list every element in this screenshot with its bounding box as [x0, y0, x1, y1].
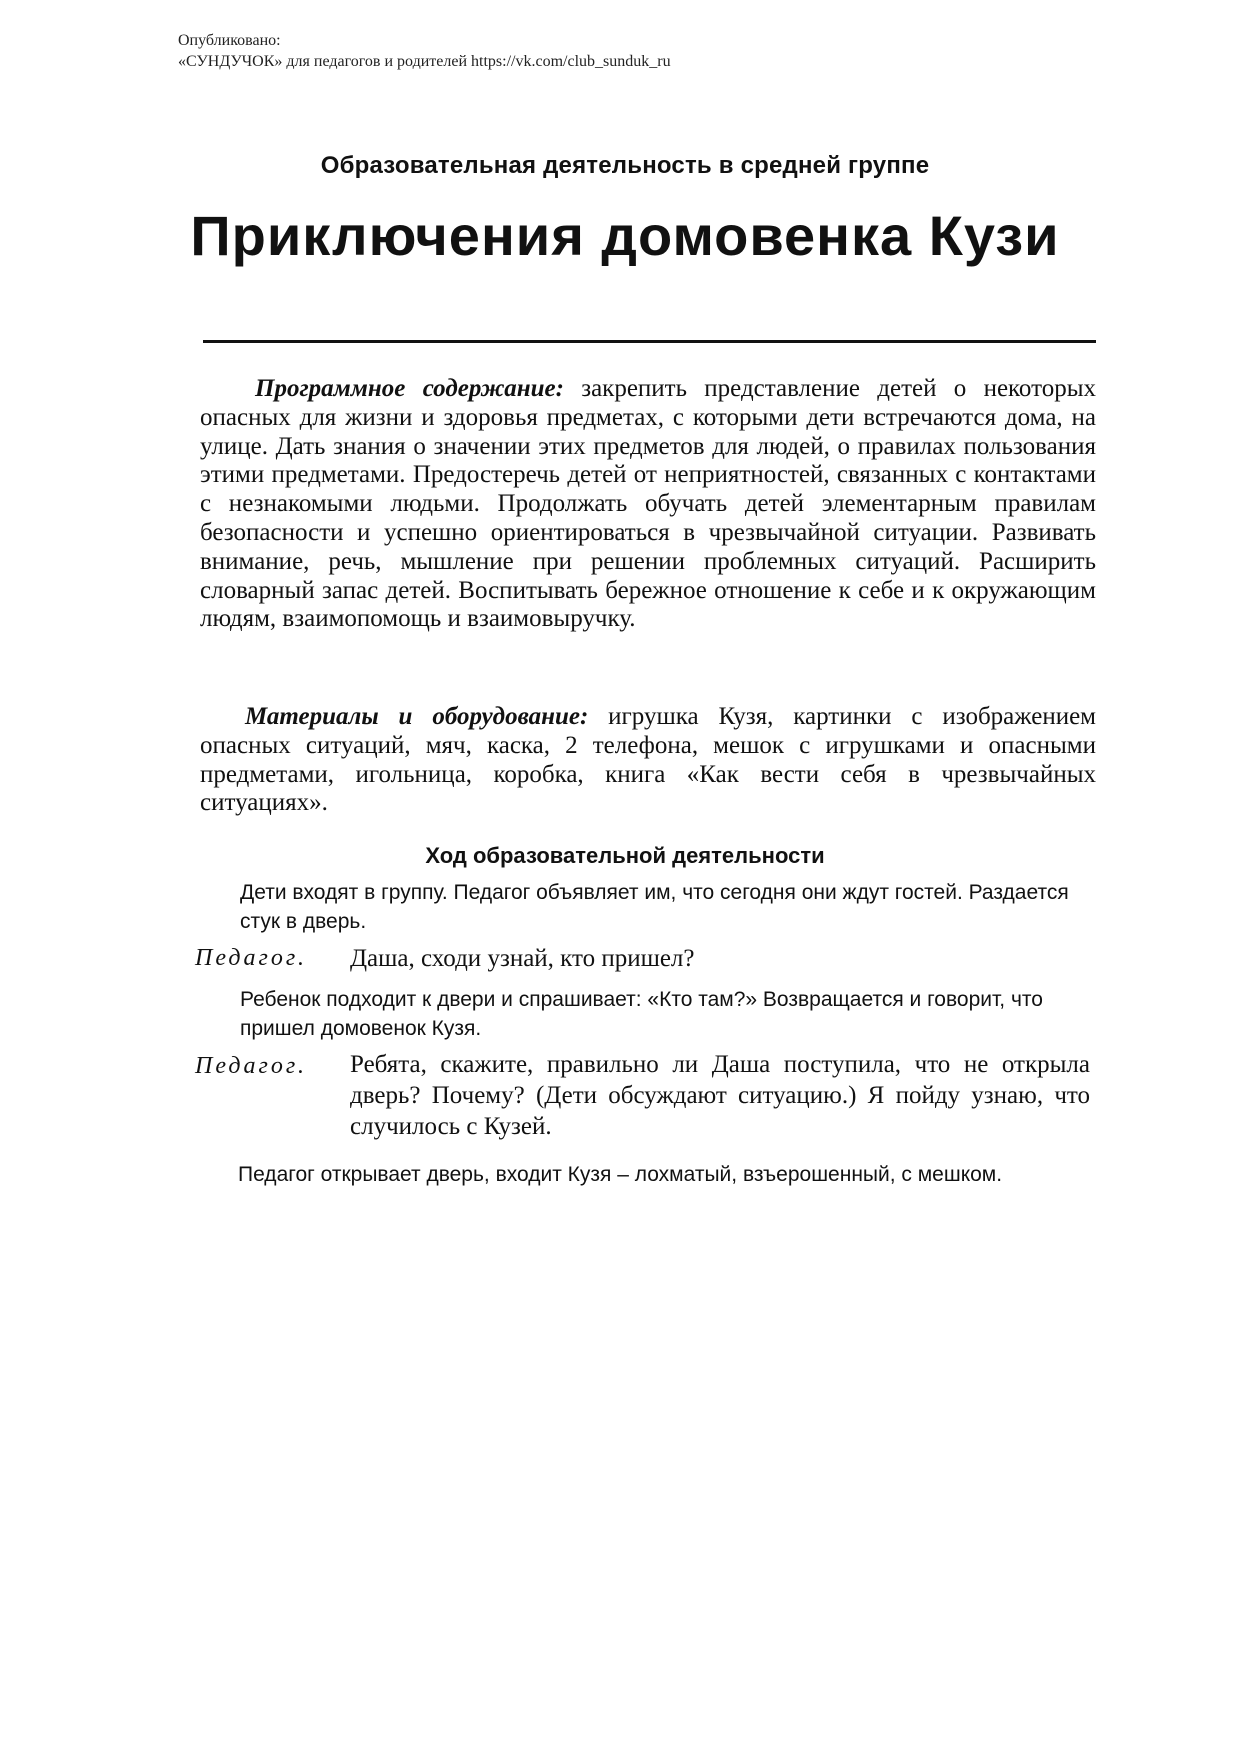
- published-note: [178, 30, 1078, 72]
- published-label: Опубликовано:: [178, 32, 281, 49]
- series-heading: Образовательная деятельность в средней группе: [320, 152, 930, 179]
- stage-direction-kuzya: Педагог открывает дверь, входит Кузя – лохматый, взъерошенный, с мешком.: [238, 1163, 1003, 1186]
- stage-direction-door: Ребенок подходит к двери и спрашивает: «Кто там?» Возвращается и говорит, что пришел домовенок Кузя.: [240, 988, 1043, 1040]
- speech-text: Даша, сходи узнай, кто пришел?: [350, 945, 695, 972]
- speaker-label: Педагог.: [195, 945, 307, 971]
- materials-label: Материалы и оборудование:: [245, 703, 589, 730]
- program-text: закрепить представление детей о некоторых опасных для жизни и здоровья предметах, с которыми дети встречаются дома, на улице. Дать знания о значении этих предметов для людей, о правилах пользования этими предметами. Предостеречь детей от неприятностей, связанных с контактами с незнакомыми людьми. Продолжать обучать детей элементарным правилам безопасности и успешно ориентироваться в чрезвычайной ситуации. Развивать внимание, речь, мышление при решении проблемных ситуаций. Расширить словарный запас детей. Воспитывать бережное отношение к себе и к окружающим людям, взаимопомощь и взаимовыручку.: [200, 375, 1096, 633]
- program-paragraph: [200, 375, 1096, 634]
- speaker-label: Педагог.: [195, 1053, 307, 1079]
- materials-paragraph: [200, 703, 1096, 818]
- speech-text: Ребята, скажите, правильно ли Даша поступила, что не открыла дверь? Почему? (Дети обсуждают ситуацию.) Я пойду узнаю, что случилось с Кузей.: [350, 1051, 1090, 1140]
- stage-direction-intro: Дети входят в группу. Педагог объявляет им, что сегодня они ждут гостей. Раздается стук в дверь.: [240, 881, 1069, 933]
- page-title: Приключения домовенка Кузи: [190, 204, 1060, 267]
- materials-text: игрушка Кузя, картинки с изображением опасных ситуаций, мяч, каска, 2 телефона, мешок с игрушками и опасными предметами, игольница, коробка, книга «Как вести себя в чрезвычайных ситуациях».: [200, 703, 1096, 817]
- program-label: Программное содержание:: [255, 375, 564, 402]
- section-heading: Ход образовательной деятельности: [425, 843, 825, 868]
- title-rule: [203, 340, 1096, 343]
- published-source: «СУНДУЧОК» для педагогов и родителей https://vk.com/club_sunduk_ru: [178, 53, 671, 70]
